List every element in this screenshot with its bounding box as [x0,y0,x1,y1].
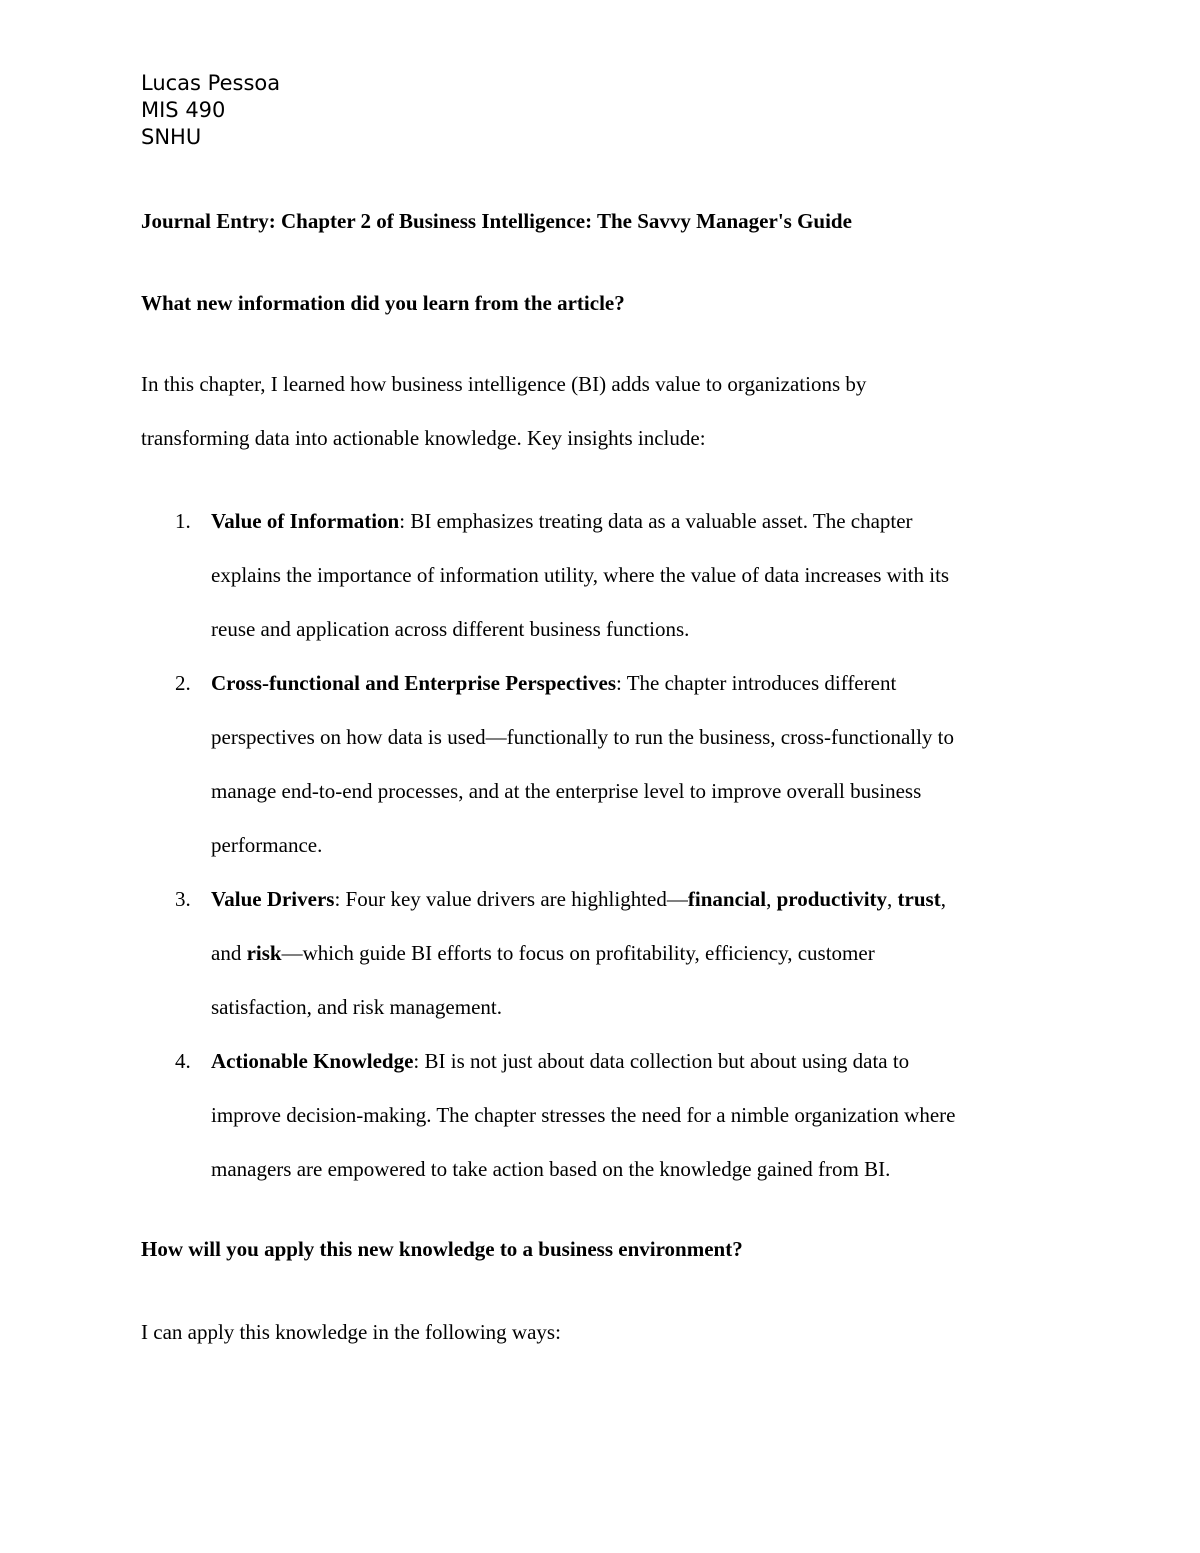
insights-list [141,494,1101,1196]
list-text: —which guide BI efforts to focus on profitability, efficiency, customer [281,941,875,965]
list-line [211,926,1101,980]
list-line: perspectives on how data is used—functionally to run the business, cross-functionally to [211,725,955,749]
course-code: MIS 490 [141,98,226,122]
intro-line: In this chapter, I learned how business intelligence (BI) adds value to organizations by [141,372,867,396]
list-text: : BI emphasizes treating data as a valuable asset. The chapter [399,509,913,533]
list-line: satisfaction, and risk management. [211,995,502,1019]
list-term: Cross-functional and Enterprise Perspectives [211,671,616,695]
list-number: 3. [175,887,191,911]
list-text: : BI is not just about data collection but about using data to [413,1049,910,1073]
list-line [211,494,1101,548]
list-term: Actionable Knowledge [211,1049,414,1073]
list-line: improve decision-making. The chapter stresses the need for a nimble organization where [211,1103,956,1127]
apply-intro-text: I can apply this knowledge in the following ways: [141,1320,561,1344]
list-line [211,872,1101,926]
list-item [141,494,1101,656]
list-item [141,1034,1101,1196]
question-new-information: What new information did you learn from the article? [141,291,625,315]
list-number: 1. [175,509,191,533]
list-item [141,872,1101,1034]
list-text: , [940,887,946,911]
question-apply-knowledge: How will you apply this new knowledge to a business environment? [141,1237,743,1261]
document-title: Journal Entry: Chapter 2 of Business Intelligence: The Savvy Manager's Guide [141,209,852,233]
list-line: manage end-to-end processes, and at the enterprise level to improve overall business [211,779,922,803]
list-text: , [887,887,898,911]
list-line: reuse and application across different business functions. [211,617,690,641]
value-driver: financial [687,887,767,911]
list-text: , [766,887,777,911]
value-driver: risk [246,941,282,965]
value-driver: trust [897,887,941,911]
list-term: Value Drivers [211,887,335,911]
document-header [141,70,280,151]
list-line [211,1034,1101,1088]
list-text: and [211,941,247,965]
intro-paragraph [141,357,1081,465]
list-line: managers are empowered to take action based on the knowledge gained from BI. [211,1157,891,1181]
list-line: performance. [211,833,323,857]
author-name: Lucas Pessoa [141,71,281,95]
intro-line: transforming data into actionable knowledge. Key insights include: [141,426,706,450]
list-term: Value of Information [211,509,400,533]
list-line: explains the importance of information utility, where the value of data increases with its [211,563,950,587]
school-name: SNHU [141,125,202,149]
list-line [211,656,1101,710]
list-text: : Four key value drivers are highlighted— [334,887,688,911]
value-driver: productivity [776,887,888,911]
list-number: 4. [175,1049,191,1073]
list-item [141,656,1101,872]
list-text: : The chapter introduces different [616,671,897,695]
list-number: 2. [175,671,191,695]
